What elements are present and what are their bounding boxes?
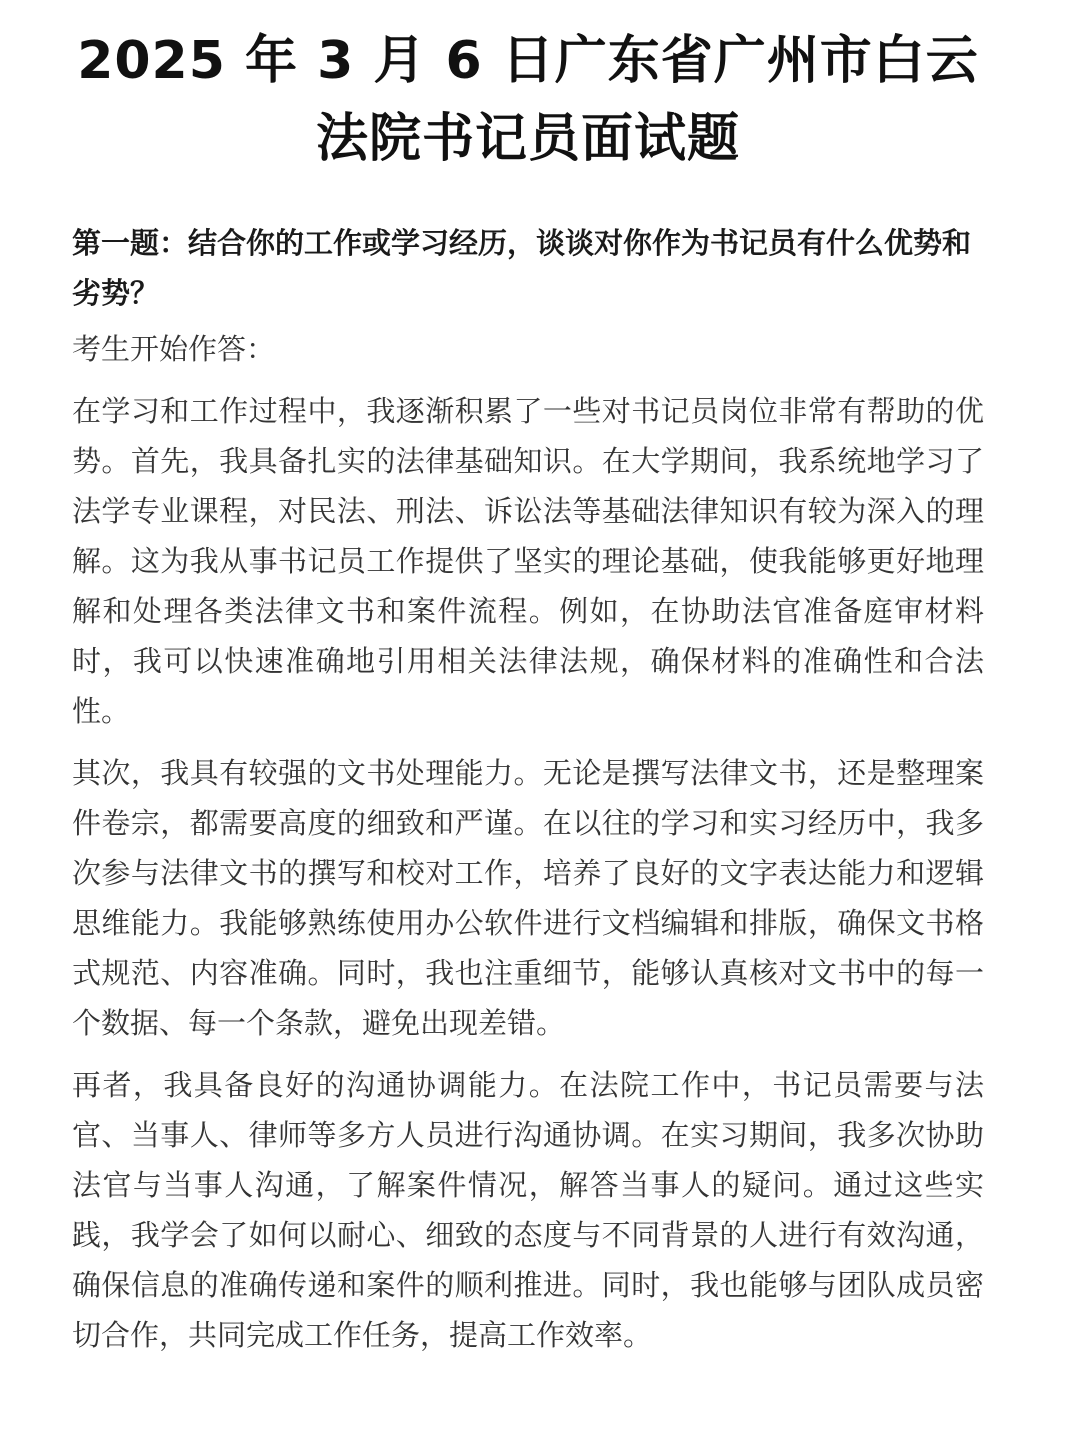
answer-intro: 考生开始作答： <box>72 332 276 366</box>
title-line-1: 2025 年 3 月 6 日广东省广州市白云 <box>77 31 979 91</box>
answer-paragraph-2: 其次，我具有较强的文书处理能力。无论是撰写法律文书，还是整理案件卷宗，都需要高度的细致和严谨。在以往的学习和实习经历中，我多次参与法律文书的撰写和校对工作，培养了良好的文字表达能力和逻辑思维能力。我能够熟练使用办公软件进行文档编辑和排版，确保文书格式规范、内容准确。同时，我也注重细节，能够认真核对文书中的每一个数据、每一个条款，避免出现差错。 <box>72 756 984 1040</box>
question-heading: 第一题：结合你的工作或学习经历，谈谈对你作为书记员有什么优势和劣势？ <box>72 226 972 310</box>
answer-paragraph-3: 再者，我具备良好的沟通协调能力。在法院工作中，书记员需要与法官、当事人、律师等多方人员进行沟通协调。在实习期间，我多次协助法官与当事人沟通，了解案件情况，解答当事人的疑问。通过这些实践，我学会了如何以耐心、细致的态度与不同背景的人进行有效沟通，确保信息的准确传递和案件的顺利推进。同时，我也能够与团队成员密切合作，共同完成工作任务，提高工作效率。 <box>72 1068 984 1352</box>
title-line-2: 法院书记员面试题 <box>315 109 740 169</box>
page-title <box>72 22 984 178</box>
answer-paragraph-1: 在学习和工作过程中，我逐渐积累了一些对书记员岗位非常有帮助的优势。首先，我具备扎实的法律基础知识。在大学期间，我系统地学习了法学专业课程，对民法、刑法、诉讼法等基础法律知识有较为深入的理解。这为我从事书记员工作提供了坚实的理论基础，使我能够更好地理解和处理各类法律文书和案件流程。例如，在协助法官准备庭审材料时，我可以快速准确地引用相关法律法规，确保材料的准确性和合法性。 <box>72 394 984 728</box>
